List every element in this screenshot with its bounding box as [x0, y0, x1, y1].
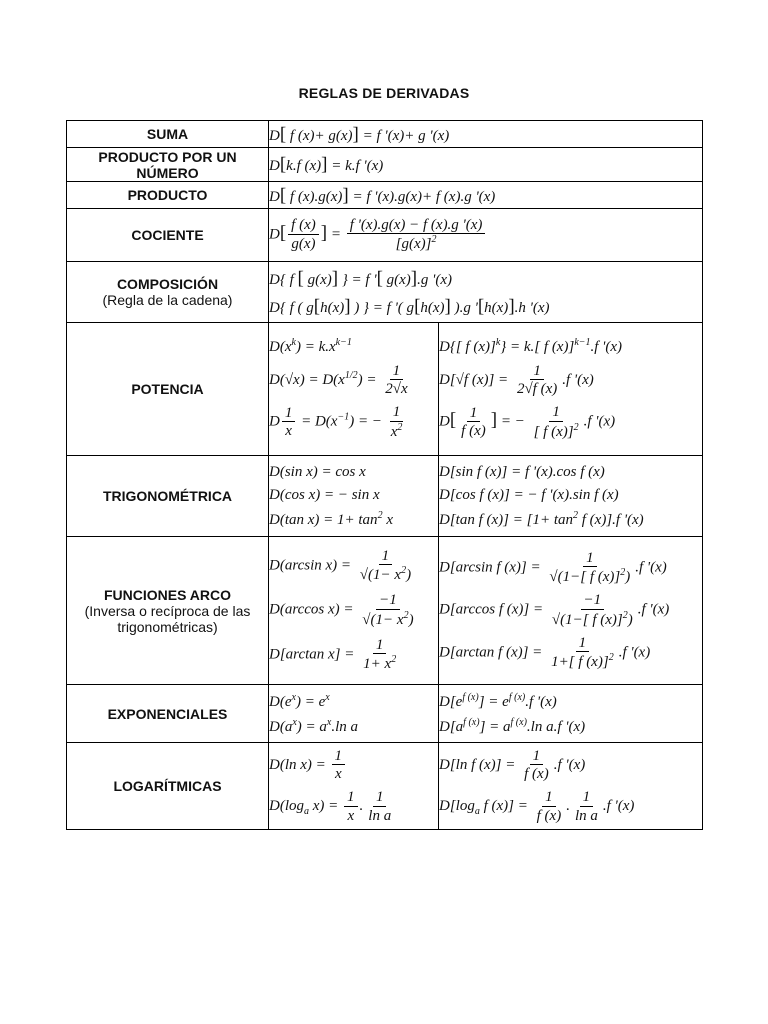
formula-cell-right: $D[e^{f (x)}] = e^{f (x)}.f$ '(x) $D[a^{f (x)}] = a^{f (x)}.\ln$ a.f '(x) [439, 685, 703, 743]
row-label: COMPOSICIÓN (Regla de la cadena) [67, 262, 269, 323]
formula-cell-right: D[ln f (x)] = $\frac{1}{f (x)}$ .f '(x) $D[\log_a$ f (x)] = $\frac{1}{f (x)}$ . $\frac{1}{\text{ln a}}$ .f '(x) [439, 743, 703, 830]
table-row [67, 456, 703, 537]
row-label: PRODUCTO POR UN NÚMERO [67, 148, 269, 182]
formula-cell-right: D{[ f (x)]$^k$} = k.[ f (x)]$^{k-1}$.f '(x) D[√f (x)] = $\frac{1}{2√f (x)}$ .f '(x) D[ $\frac{1}{f (x)}$ ] = − $\frac{1}{[ f (x)]^2}$ .f '(x) [439, 323, 703, 456]
row-label: COCIENTE [67, 209, 269, 262]
table-row [67, 209, 703, 262]
row-label: EXPONENCIALES [67, 685, 269, 743]
row-label: PRODUCTO [67, 182, 269, 209]
row-label: SUMA [67, 121, 269, 148]
table-row [67, 685, 703, 743]
table-row [67, 537, 703, 685]
formula-cell: D[ f (x).g(x)] = f '(x).g(x)+ f (x).g '(x) [269, 182, 703, 209]
formula-cell-left: D(arcsin x) = $\frac{1}{√(1- x^2)}$ D(arccos x) = $\frac{-1}{√(1- x^2)}$ D[arctan x] = $\frac{1}{1+ x^2}$ [269, 537, 439, 685]
row-label: TRIGONOMÉTRICA [67, 456, 269, 537]
formula-cell-left: $D(x^k) = k.x^{k-1}$ $D(√x) = D(x^{1/2})$ = $\frac{1}{2√x}$ D $\frac{1}{x}$ = $D(x^{-1})$ = − $\frac{1}{x^2}$ [269, 323, 439, 456]
formula-cell-left: $D(e^x) = e^x$ $D(a^x) = a^x.\ln$ a [269, 685, 439, 743]
formula-cell: D[ $\frac{f (x)}{g(x)}$ ] = $\frac{f '(x).g(x) - f (x).g '(x)}{[g(x)]^2}$ [269, 209, 703, 262]
row-label: LOGARÍTMICAS [67, 743, 269, 830]
table-row [67, 323, 703, 456]
table-row [67, 182, 703, 209]
table-row [67, 743, 703, 830]
page-title: REGLAS DE DERIVADAS [298, 85, 470, 101]
formula-cell-right: D[arcsin f (x)] = $\frac{1}{√(1-[ f (x)]^2)}$ .f '(x) D[arccos f (x)] = $\frac{-1}{√(1-[ f (x)]^2)}$ .f '(x) D[arctan f (x)] = $\frac{1}{1+[ f (x)]^2}$ .f '(x) [439, 537, 703, 685]
formula-cell-left: D(sin x) = cos x D(cos x) = − sin x D(tan $x) = 1+ \tan^2 x$ [269, 456, 439, 537]
row-label: POTENCIA [67, 323, 269, 456]
table-row [67, 121, 703, 148]
formula-cell-left: D(ln x) = $\frac{1}{x}$ $D(\log_a$ x) = $\frac{1}{x}$ . $\frac{1}{\text{ln a}}$ [269, 743, 439, 830]
formula-cell: D[k.f (x)] = k.f '(x) [269, 148, 703, 182]
formula-cell: D[ f (x)+ g(x)] = f '(x)+ g '(x) [269, 121, 703, 148]
table-row [67, 148, 703, 182]
row-label: FUNCIONES ARCO (Inversa o recíproca de las trigonométricas) [67, 537, 269, 685]
formula-cell-right: D[sin f (x)] = f '(x).cos f (x) D[cos f (x)] = − f '(x).sin f (x) D[tan f $(x)] = [1+ \tan^2 f$ (x)].f '(x) [439, 456, 703, 537]
table-row [67, 262, 703, 323]
derivative-rules-table [66, 120, 703, 830]
formula-cell: D{ f [ g(x)] } = f '[ g(x)].g '(x) D{ f ( g[h(x)] ) } = f '( g[h(x)] ).g '[h(x)].h '(x) [269, 262, 703, 323]
